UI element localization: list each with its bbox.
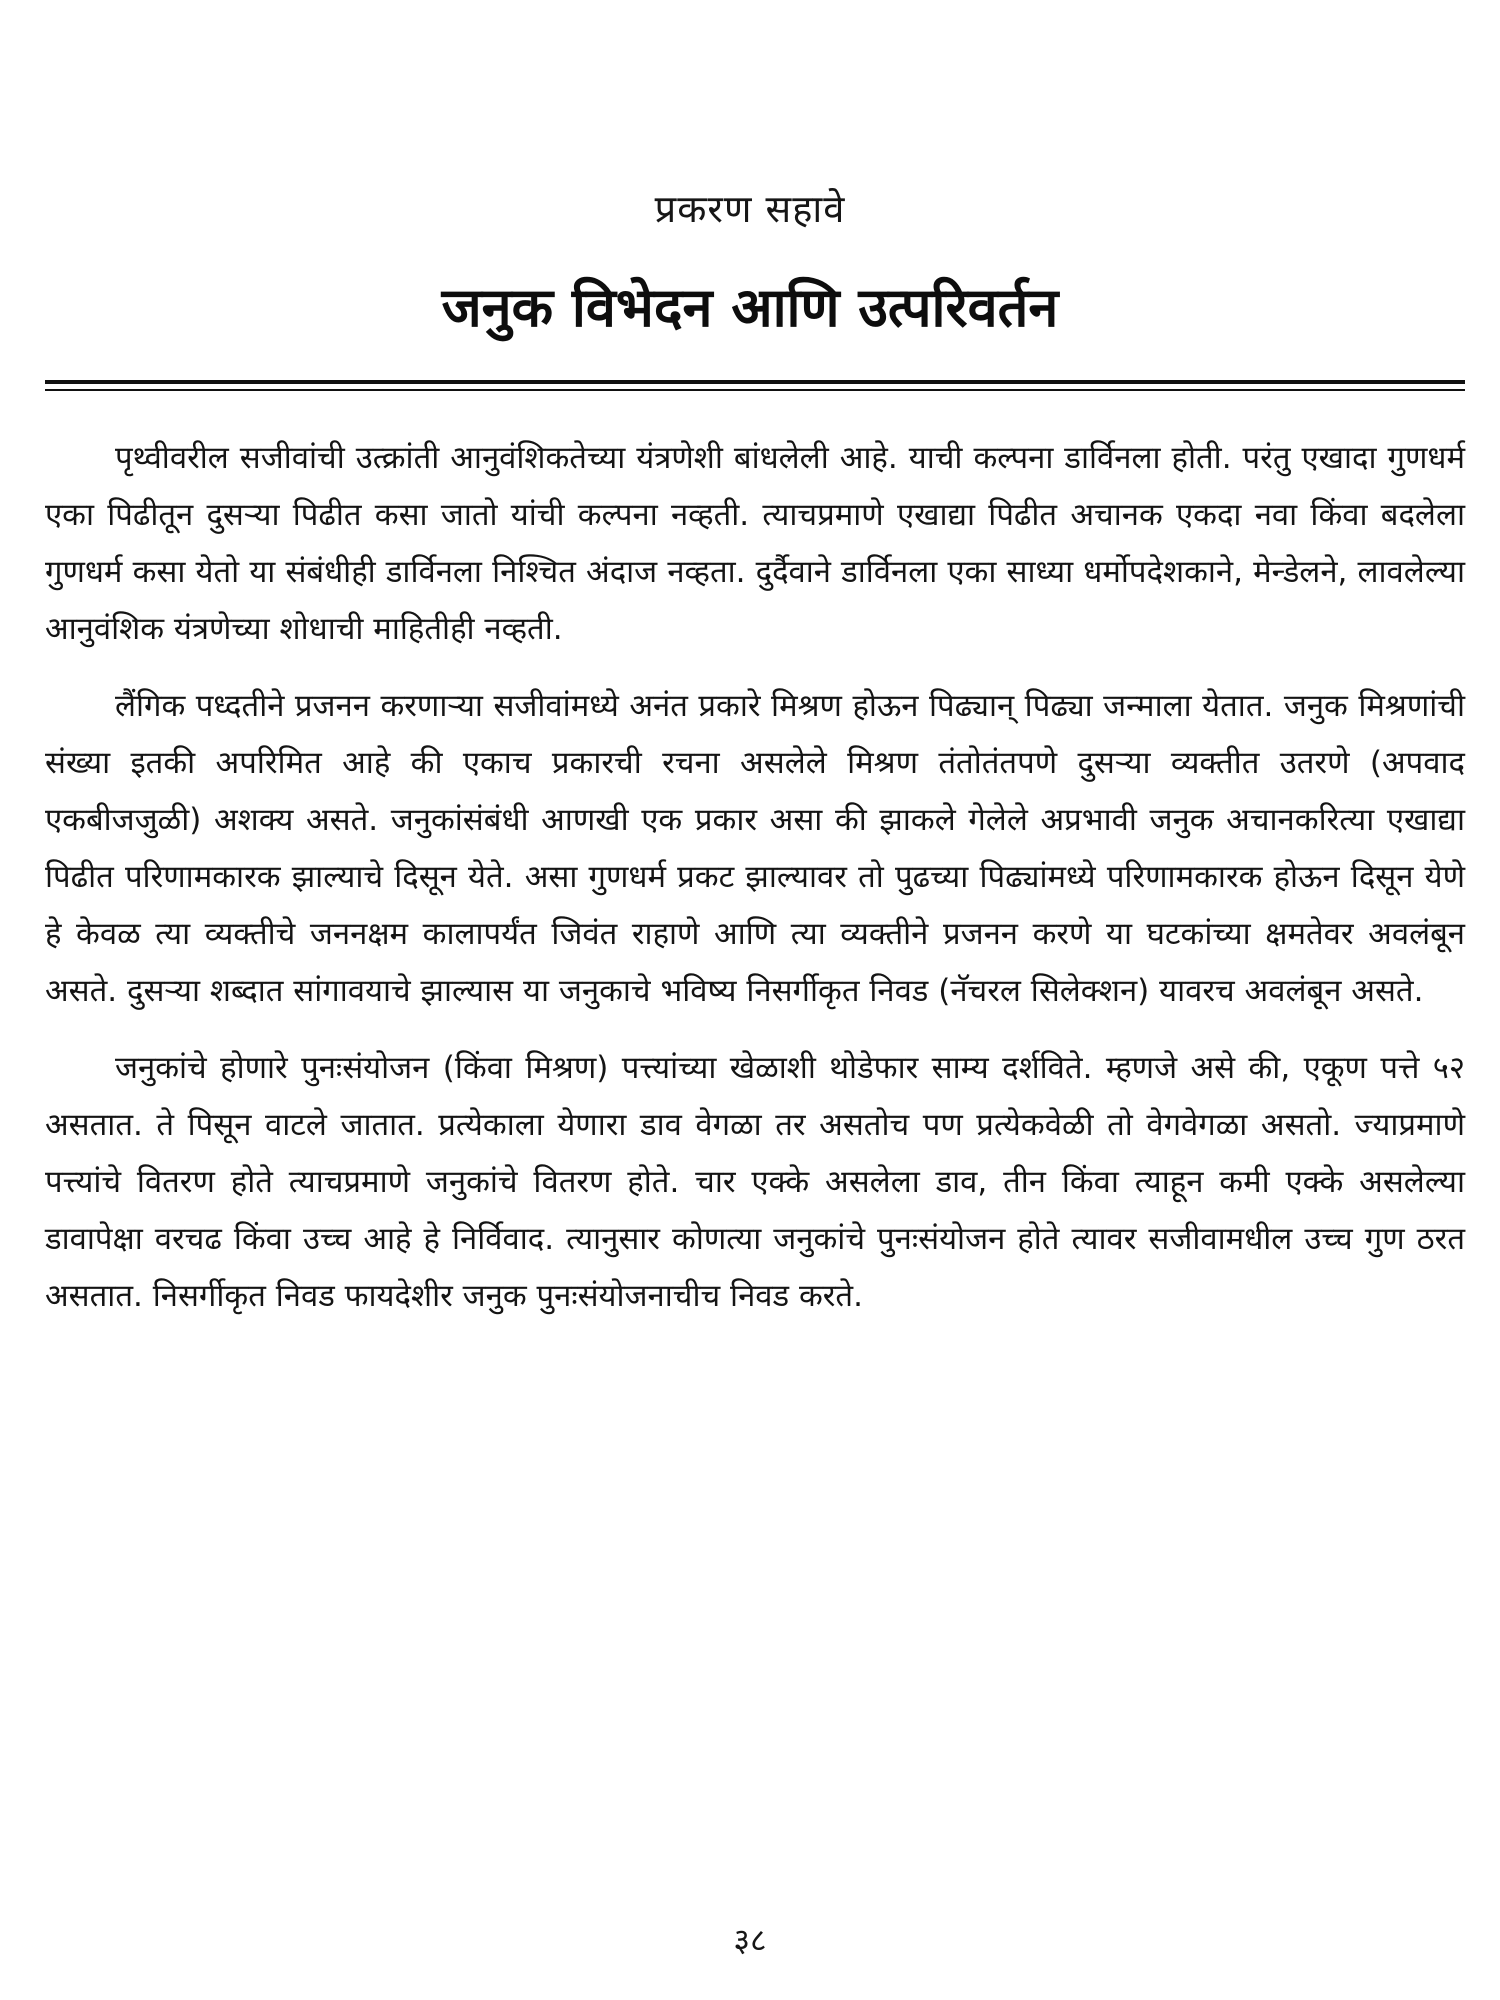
page-number: ३८ — [733, 1921, 767, 1959]
chapter-title: जनुक विभेदन आणि उत्परिवर्तन — [441, 276, 1059, 339]
title-divider-thick — [45, 380, 1465, 384]
paragraph-1: पृथ्वीवरील सजीवांची उत्क्रांती आनुवंशिकतेच्या यंत्रणेशी बांधलेली आहे. याची कल्पना डार्विनला होती. परंतु एखादा गुणधर्म एका पिढीतून दुसऱ्या पिढीत कसा जातो यांची कल्पना नव्हती. त्याचप्रमाणे एखाद्या पिढीत अचानक एकदा नवा किंवा बदलेला गुणधर्म कसा येतो या संबंधीही डार्विनला निश्चित अंदाज नव्हता. दुर्दैवाने डार्विनला एका साध्या धर्मोपदेशकाने, मेन्डेलने, लावलेल्या आनुवंशिक यंत्रणेच्या शोधाची माहितीही नव्हती. — [45, 440, 1465, 647]
paragraph-2: लैंगिक पध्दतीने प्रजनन करणाऱ्या सजीवांमध्ये अनंत प्रकारे मिश्रण होऊन पिढ्यान् पिढ्या जन्माला येतात. जनुक मिश्रणांची संख्या इतकी अपरिमित आहे की एकाच प्रकारची रचना असलेले मिश्रण तंतोतंतपणे दुसऱ्या व्यक्तीत उतरणे (अपवाद एकबीजजुळी) अशक्य असते. जनुकांसंबंधी आणखी एक प्रकार असा की झाकले गेलेले अप्रभावी जनुक अचानकरित्या एखाद्या पिढीत परिणामकारक झाल्याचे दिसून येते. असा गुणधर्म प्रकट झाल्यावर तो पुढच्या पिढ्यांमध्ये परिणामकारक होऊन दिसून येणे हे केवळ त्या व्यक्तीचे जननक्षम कालापर्यंत जिवंत राहाणे आणि त्या व्यक्तीने प्रजनन करणे या घटकांच्या क्षमतेवर अवलंबून असते. दुसऱ्या शब्दात सांगावयाचे झाल्यास या जनुकाचे भविष्य निसर्गीकृत निवड (नॅचरल सिलेक्शन) यावरच अवलंबून असते. — [45, 688, 1465, 1009]
title-divider-thin — [45, 389, 1465, 391]
paragraph-3: जनुकांचे होणारे पुनःसंयोजन (किंवा मिश्रण) पत्त्यांच्या खेळाशी थोडेफार साम्य दर्शविते. म्हणजे असे की, एकूण पत्ते ५२ असतात. ते पिसून वाटले जातात. प्रत्येकाला येणारा डाव वेगळा तर असतोच पण प्रत्येकवेळी तो वेगवेगळा असतो. ज्याप्रमाणे पत्त्यांचे वितरण होते त्याचप्रमाणे जनुकांचे वितरण होते. चार एक्के असलेला डाव, तीन किंवा त्याहून कमी एक्के असलेल्या डावापेक्षा वरचढ किंवा उच्च आहे हे निर्विवाद. त्यानुसार कोणत्या जनुकांचे पुनःसंयोजन होते त्यावर सजीवामधील उच्च गुण ठरत असतात. निसर्गीकृत निवड फायदेशीर जनुक पुनःसंयोजनाचीच निवड करते. — [45, 1050, 1465, 1314]
body-text — [45, 430, 1465, 1345]
chapter-label: प्रकरण सहावे — [654, 187, 846, 231]
